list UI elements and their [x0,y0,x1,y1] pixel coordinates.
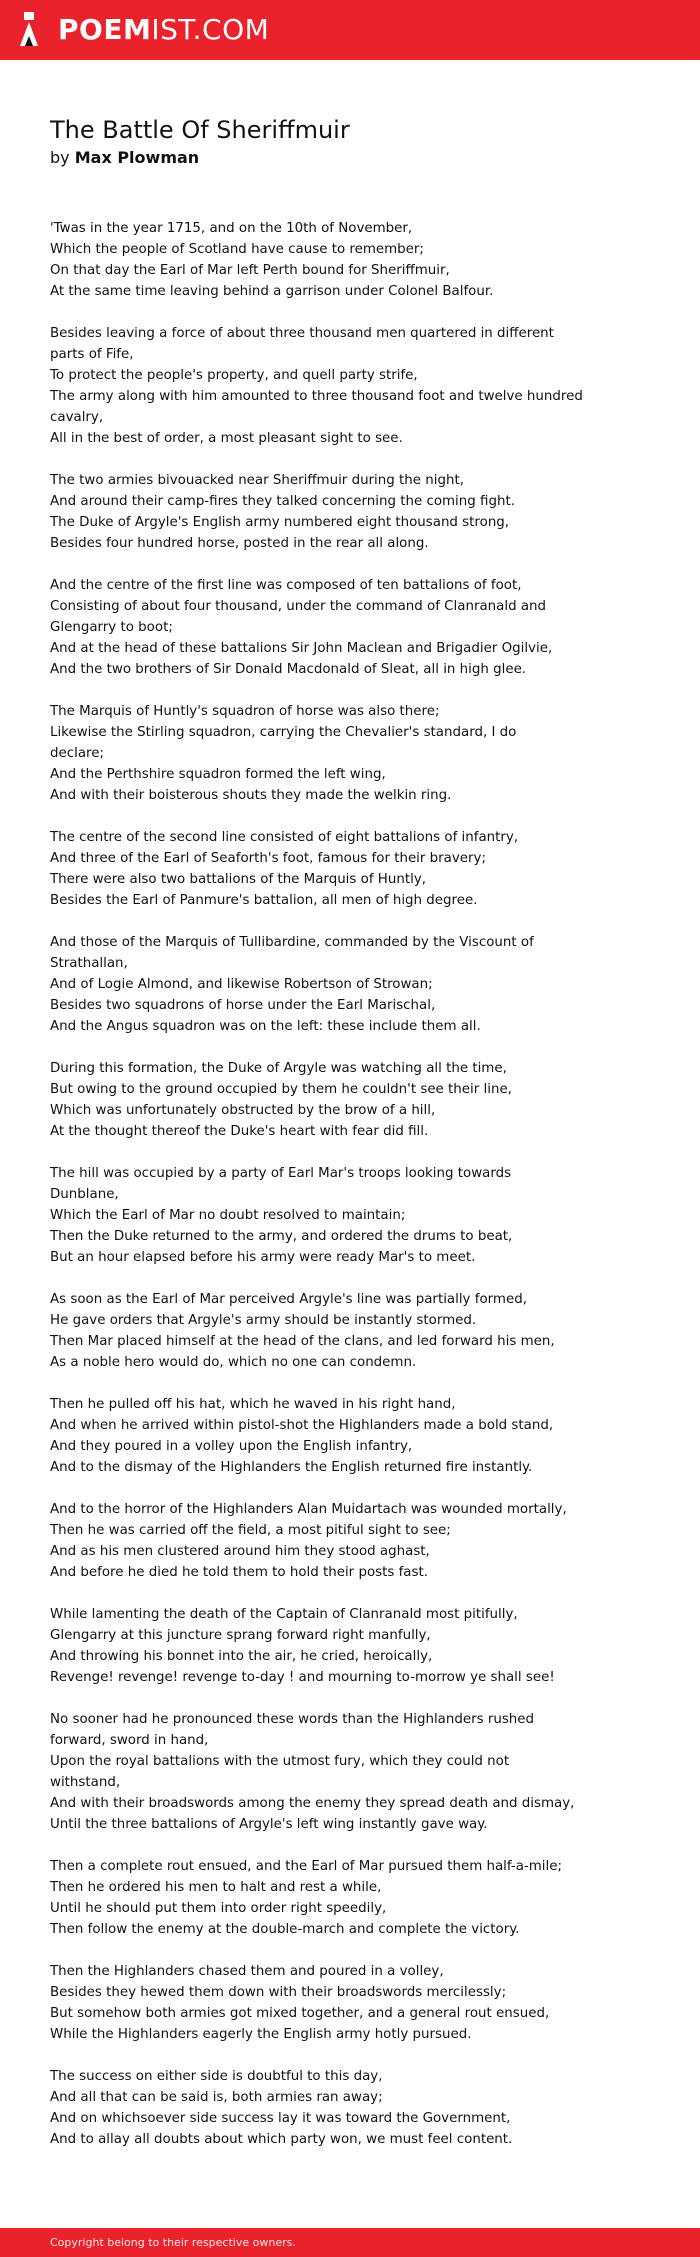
stanza [50,1709,630,1835]
poem-line: The two armies bivouacked near Sheriffmuir during the night, [50,473,464,488]
poem-line: And before he died he told them to hold their posts fast. [50,1565,428,1580]
poem-title: The Battle Of Sheriffmuir [50,116,350,144]
author-link[interactable]: Max Plowman [74,148,200,167]
poem-line: During this formation, the Duke of Argyle was watching all the time, [50,1061,507,1076]
poem-line: parts of Fife, [50,347,134,362]
poem-line: Revenge! revenge! revenge to-day ! and mourning to-morrow ye shall see! [50,1670,555,1685]
poem-line: Then Mar placed himself at the head of the clans, and led forward his men, [50,1334,555,1349]
poem-line: On that day the Earl of Mar left Perth bound for Sheriffmuir, [50,263,450,278]
stanza [50,218,630,302]
poem-line: And at the head of these battalions Sir John Maclean and Brigadier Ogilvie, [50,641,553,656]
poem-line: And the two brothers of Sir Donald Macdonald of Sleat, all in high glee. [50,662,527,677]
poem-line: declare; [50,746,104,761]
poem-line: forward, sword in hand, [50,1733,209,1748]
poem-line: Glengarry to boot; [50,620,173,635]
poem-line: No sooner had he pronounced these words than the Highlanders rushed [50,1712,535,1727]
poem-line: And the centre of the first line was composed of ten battalions of foot, [50,578,522,593]
poem-line: Dunblane, [50,1187,119,1202]
stanza [50,323,630,449]
copyright-text: Copyright belong to their respective owners. [50,2236,296,2249]
poem-line: The Duke of Argyle's English army numbered eight thousand strong, [50,515,510,530]
poem-line: The hill was occupied by a party of Earl Mar's troops looking towards [50,1166,512,1181]
poem-line: Strathallan, [50,956,128,971]
poem-line: At the same time leaving behind a garrison under Colonel Balfour. [50,284,494,299]
poem-line: And on whichsoever side success lay it was toward the Government, [50,2111,511,2126]
poem-line: And three of the Earl of Seaforth's foot, famous for their bravery; [50,851,486,866]
poem-body [50,218,630,2171]
poem-line: The centre of the second line consisted of eight battalions of infantry, [50,830,519,845]
poem-line: Then the Duke returned to the army, and ordered the drums to beat, [50,1229,513,1244]
stanza [50,1856,630,1940]
site-header [0,0,700,60]
poem-line: And the Angus squadron was on the left: these include them all. [50,1019,481,1034]
poem-line: At the thought thereof the Duke's heart with fear did fill. [50,1124,429,1139]
stanza [50,827,630,911]
site-logo[interactable] [58,13,269,47]
poem-line: Upon the royal battalions with the utmost fury, which they could not [50,1754,510,1769]
poem-line: Then a complete rout ensued, and the Earl of Mar pursued them half-a-mile; [50,1859,562,1874]
stanza [50,1961,630,2045]
poem-line: And with their boisterous shouts they made the welkin ring. [50,788,452,803]
pencil-icon [18,10,40,50]
poem-line: Besides four hundred horse, posted in the rear all along. [50,536,429,551]
poem-line: As a noble hero would do, which no one can condemn. [50,1355,417,1370]
stanza [50,1163,630,1268]
poem-line: Then he ordered his men to halt and rest a while, [50,1880,382,1895]
poem-line: 'Twas in the year 1715, and on the 10th of November, [50,221,413,236]
poem-line: And to allay all doubts about which party won, we must feel content. [50,2132,513,2147]
poem-line: While lamenting the death of the Captain of Clanranald most pitifully, [50,1607,518,1622]
poem-line: The success on either side is doubtful to this day, [50,2069,383,2084]
poem-line: Besides the Earl of Panmure's battalion, all men of high degree. [50,893,478,908]
poem-line: The Marquis of Huntly's squadron of horse was also there; [50,704,440,719]
stanza [50,1289,630,1373]
by-label: by [50,148,70,167]
poem-line: And to the horror of the Highlanders Alan Muidartach was wounded mortally, [50,1502,567,1517]
poem-line: Then follow the enemy at the double-march and complete the victory. [50,1922,520,1937]
stanza [50,1058,630,1142]
poem-line: Until he should put them into order right speedily, [50,1901,387,1916]
poem-line: Then he pulled off his hat, which he waved in his right hand, [50,1397,456,1412]
stanza [50,1394,630,1478]
stanza [50,701,630,806]
stanza [50,470,630,554]
byline [50,147,199,169]
poem-line: While the Highlanders eagerly the English army hotly pursued. [50,2027,472,2042]
poem-line: The army along with him amounted to three thousand foot and twelve hundred [50,389,583,404]
poem-line: Besides two squadrons of horse under the Earl Marischal, [50,998,436,1013]
poem-line: withstand, [50,1775,121,1790]
poem-line: Besides they hewed them down with their broadswords mercilessly; [50,1985,507,2000]
poem-line: Then the Highlanders chased them and poured in a volley, [50,1964,444,1979]
poem-line: cavalry, [50,410,104,425]
poem-line: Which the Earl of Mar no doubt resolved to maintain; [50,1208,406,1223]
site-footer [0,2228,700,2257]
stanza [50,932,630,1037]
poem-line: He gave orders that Argyle's army should be instantly stormed. [50,1313,477,1328]
poem-line: As soon as the Earl of Mar perceived Argyle's line was partially formed, [50,1292,527,1307]
poem-line: And as his men clustered around him they stood aghast, [50,1544,430,1559]
stanza [50,575,630,680]
poem-line: Which the people of Scotland have cause to remember; [50,242,424,257]
poem-line: And all that can be said is, both armies ran away; [50,2090,383,2105]
poem-line: And with their broadswords among the enemy they spread death and dismay, [50,1796,575,1811]
poem-line: And throwing his bonnet into the air, he cried, heroically, [50,1649,433,1664]
poem-line: Besides leaving a force of about three thousand men quartered in different [50,326,554,341]
poem-line: And those of the Marquis of Tullibardine, commanded by the Viscount of [50,935,534,950]
poem-line: To protect the people's property, and quell party strife, [50,368,418,383]
poem-line: Which was unfortunately obstructed by the brow of a hill, [50,1103,436,1118]
poem-line: Consisting of about four thousand, under the command of Clanranald and [50,599,547,614]
poem-line: Glengarry at this juncture sprang forward right manfully, [50,1628,431,1643]
stanza [50,1499,630,1583]
poem-line: Until the three battalions of Argyle's left wing instantly gave way. [50,1817,488,1832]
poem-line: But somehow both armies got mixed together, and a general rout ensued, [50,2006,550,2021]
poem-line: And of Logie Almond, and likewise Robertson of Strowan; [50,977,433,992]
poem-line: And the Perthshire squadron formed the left wing, [50,767,386,782]
poem-line: All in the best of order, a most pleasant sight to see. [50,431,403,446]
logo-light-text: IST.COM [151,13,270,46]
poem-line: And to the dismay of the Highlanders the English returned fire instantly. [50,1460,533,1475]
poem-line: And around their camp-fires they talked concerning the coming fight. [50,494,515,509]
stanza [50,2066,630,2150]
poem-line: There were also two battalions of the Marquis of Huntly, [50,872,426,887]
stanza [50,1604,630,1688]
poem-line: And when he arrived within pistol-shot the Highlanders made a bold stand, [50,1418,554,1433]
poem-line: And they poured in a volley upon the English infantry, [50,1439,413,1454]
poem-line: Then he was carried off the field, a most pitiful sight to see; [50,1523,451,1538]
poem-line: But owing to the ground occupied by them he couldn't see their line, [50,1082,512,1097]
logo-bold-text: POEM [58,13,152,46]
poem-line: But an hour elapsed before his army were ready Mar's to meet. [50,1250,476,1265]
poem-line: Likewise the Stirling squadron, carrying the Chevalier's standard, I do [50,725,517,740]
